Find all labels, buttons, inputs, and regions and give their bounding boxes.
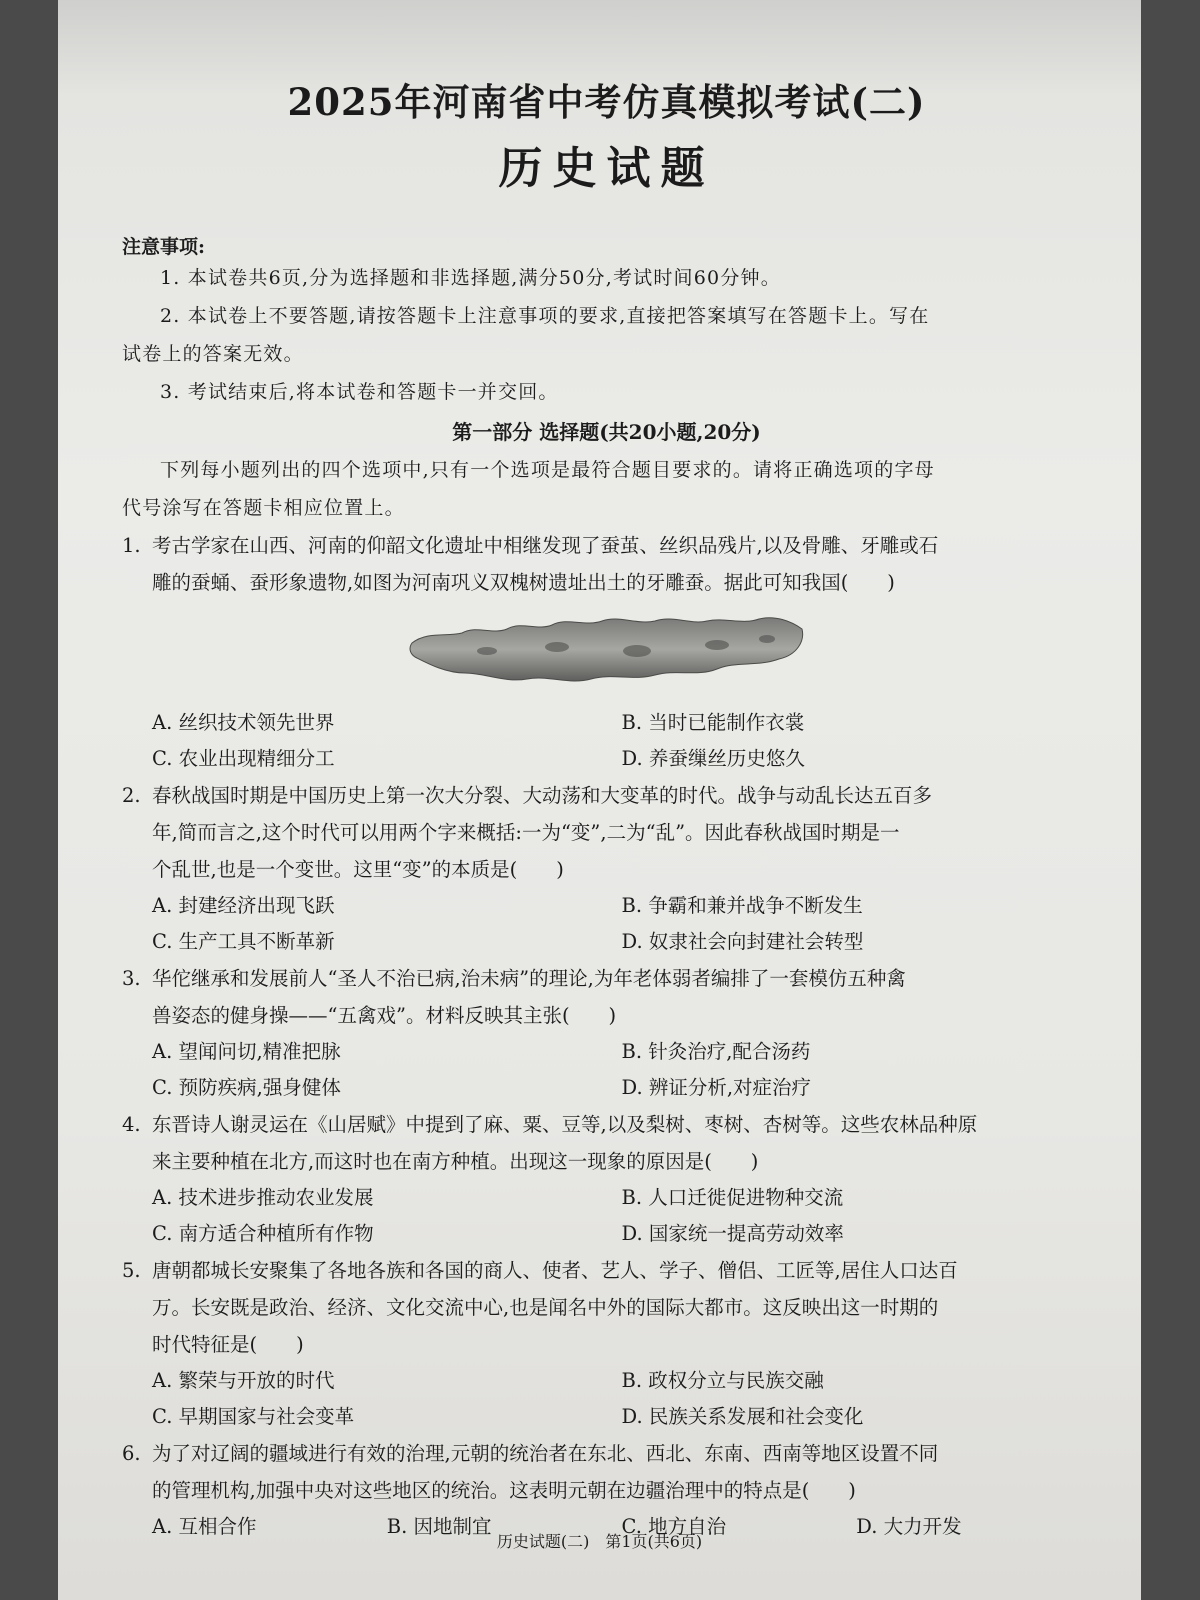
- ivory-silkworm-image: [122, 611, 1091, 691]
- option-c: C. 生产工具不断革新: [152, 930, 335, 953]
- option-a: A. 互相合作: [152, 1515, 257, 1538]
- section-instructions: 代号涂写在答题卡相应位置上。: [122, 497, 405, 519]
- question-text: 东晋诗人谢灵运在《山居赋》中提到了麻、粟、豆等,以及梨树、枣树、杏树等。这些农林品种原: [152, 1113, 978, 1136]
- option-b: B. 因地制宜: [386, 1515, 492, 1538]
- option-c: C. 预防疾病,强身健体: [152, 1076, 341, 1099]
- question-3: [122, 960, 1091, 1034]
- question-number: 1.: [122, 534, 141, 557]
- option-c: C. 农业出现精细分工: [152, 747, 335, 770]
- options-2: [122, 888, 1091, 960]
- question-4: [122, 1106, 1091, 1180]
- options-5: [122, 1363, 1091, 1435]
- subject-title: 历史试题: [498, 143, 715, 194]
- option-c: C. 早期国家与社会变革: [152, 1405, 355, 1428]
- page-footer: 历史试题(二) 第1页(共6页): [496, 1532, 703, 1551]
- question-text: 来主要种植在北方,而这时也在南方种植。出现这一现象的原因是( ): [152, 1150, 759, 1173]
- options-1: [122, 705, 1091, 777]
- question-text: 兽姿态的健身操——“五禽戏”。材料反映其主张( ): [152, 1004, 617, 1027]
- question-text: 春秋战国时期是中国历史上第一次大分裂、大动荡和大变革的时代。战争与动乱长达五百多: [152, 784, 933, 807]
- option-a: A. 丝织技术领先世界: [152, 711, 335, 734]
- question-text: 万。长安既是政治、经济、文化交流中心,也是闻名中外的国际大都市。这反映出这一时期的: [152, 1296, 939, 1319]
- section-heading: 第一部分 选择题(共20小题,20分): [452, 420, 761, 444]
- option-b: B. 当时已能制作衣裳: [621, 711, 805, 734]
- notice-item: 3. 考试结束后,将本试卷和答题卡一并交回。: [160, 381, 559, 403]
- option-d: D. 养蚕缫丝历史悠久: [621, 747, 805, 770]
- option-a: A. 技术进步推动农业发展: [152, 1186, 374, 1209]
- question-text: 雕的蚕蛹、蚕形象遗物,如图为河南巩义双槐树遗址出土的牙雕蚕。据此可知我国( ): [152, 571, 895, 594]
- options-3: [122, 1034, 1091, 1106]
- option-b: B. 政权分立与民族交融: [621, 1369, 824, 1392]
- question-text: 时代特征是( ): [152, 1333, 304, 1356]
- option-d: D. 民族关系发展和社会变化: [621, 1405, 864, 1428]
- options-4: [122, 1180, 1091, 1252]
- option-c: C. 南方适合种植所有作物: [152, 1222, 374, 1245]
- question-text: 为了对辽阔的疆域进行有效的治理,元朝的统治者在东北、西北、东南、西南等地区设置不同: [152, 1442, 939, 1465]
- notice-item: 试卷上的答案无效。: [122, 343, 304, 365]
- question-text: 华佗继承和发展前人“圣人不治已病,治未病”的理论,为年老体弱者编排了一套模仿五种禽: [152, 967, 906, 990]
- option-d: D. 奴隶社会向封建社会转型: [621, 930, 864, 953]
- option-b: B. 针灸治疗,配合汤药: [621, 1040, 811, 1063]
- question-number: 3.: [122, 967, 141, 990]
- option-a: A. 望闻问切,精准把脉: [152, 1040, 341, 1063]
- notice-heading: 注意事项:: [122, 236, 206, 258]
- option-d: D. 大力开发: [856, 1515, 962, 1538]
- question-5: [122, 1252, 1091, 1363]
- option-d: D. 辨证分析,对症治疗: [621, 1076, 812, 1099]
- question-number: 4.: [122, 1113, 141, 1136]
- option-c: C. 地方自治: [621, 1515, 727, 1538]
- option-a: A. 繁荣与开放的时代: [152, 1369, 335, 1392]
- question-2: [122, 777, 1091, 888]
- question-text: 年,简而言之,这个时代可以用两个字来概括:一为“变”,二为“乱”。因此春秋战国时期是一: [152, 821, 900, 844]
- option-d: D. 国家统一提高劳动效率: [621, 1222, 844, 1245]
- notice-item: 2. 本试卷上不要答题,请按答题卡上注意事项的要求,直接把答案填写在答题卡上。写在: [160, 305, 930, 327]
- question-6: [122, 1435, 1091, 1509]
- option-a: A. 封建经济出现飞跃: [152, 894, 335, 917]
- question-text: 的管理机构,加强中央对这些地区的统治。这表明元朝在边疆治理中的特点是( ): [152, 1479, 856, 1502]
- notice-item: 1. 本试卷共6页,分为选择题和非选择题,满分50分,考试时间60分钟。: [160, 267, 781, 289]
- question-text: 唐朝都城长安聚集了各地各族和各国的商人、使者、艺人、学子、僧侣、工匠等,居住人口达百: [152, 1259, 958, 1282]
- option-b: B. 人口迁徙促进物种交流: [621, 1186, 844, 1209]
- question-number: 6.: [122, 1442, 141, 1465]
- question-text: 个乱世,也是一个变世。这里“变”的本质是( ): [152, 858, 564, 881]
- exam-title: 2025年河南省中考仿真模拟考试(二): [287, 80, 926, 124]
- section-instructions: 下列每小题列出的四个选项中,只有一个选项是最符合题目要求的。请将正确选项的字母: [160, 459, 935, 481]
- exam-paper: [58, 0, 1141, 1600]
- question-number: 5.: [122, 1259, 141, 1282]
- question-text: 考古学家在山西、河南的仰韶文化遗址中相继发现了蚕茧、丝织品残片,以及骨雕、牙雕或石: [152, 534, 939, 557]
- question-number: 2.: [122, 784, 141, 807]
- option-b: B. 争霸和兼并战争不断发生: [621, 894, 863, 917]
- question-1: [122, 527, 1091, 601]
